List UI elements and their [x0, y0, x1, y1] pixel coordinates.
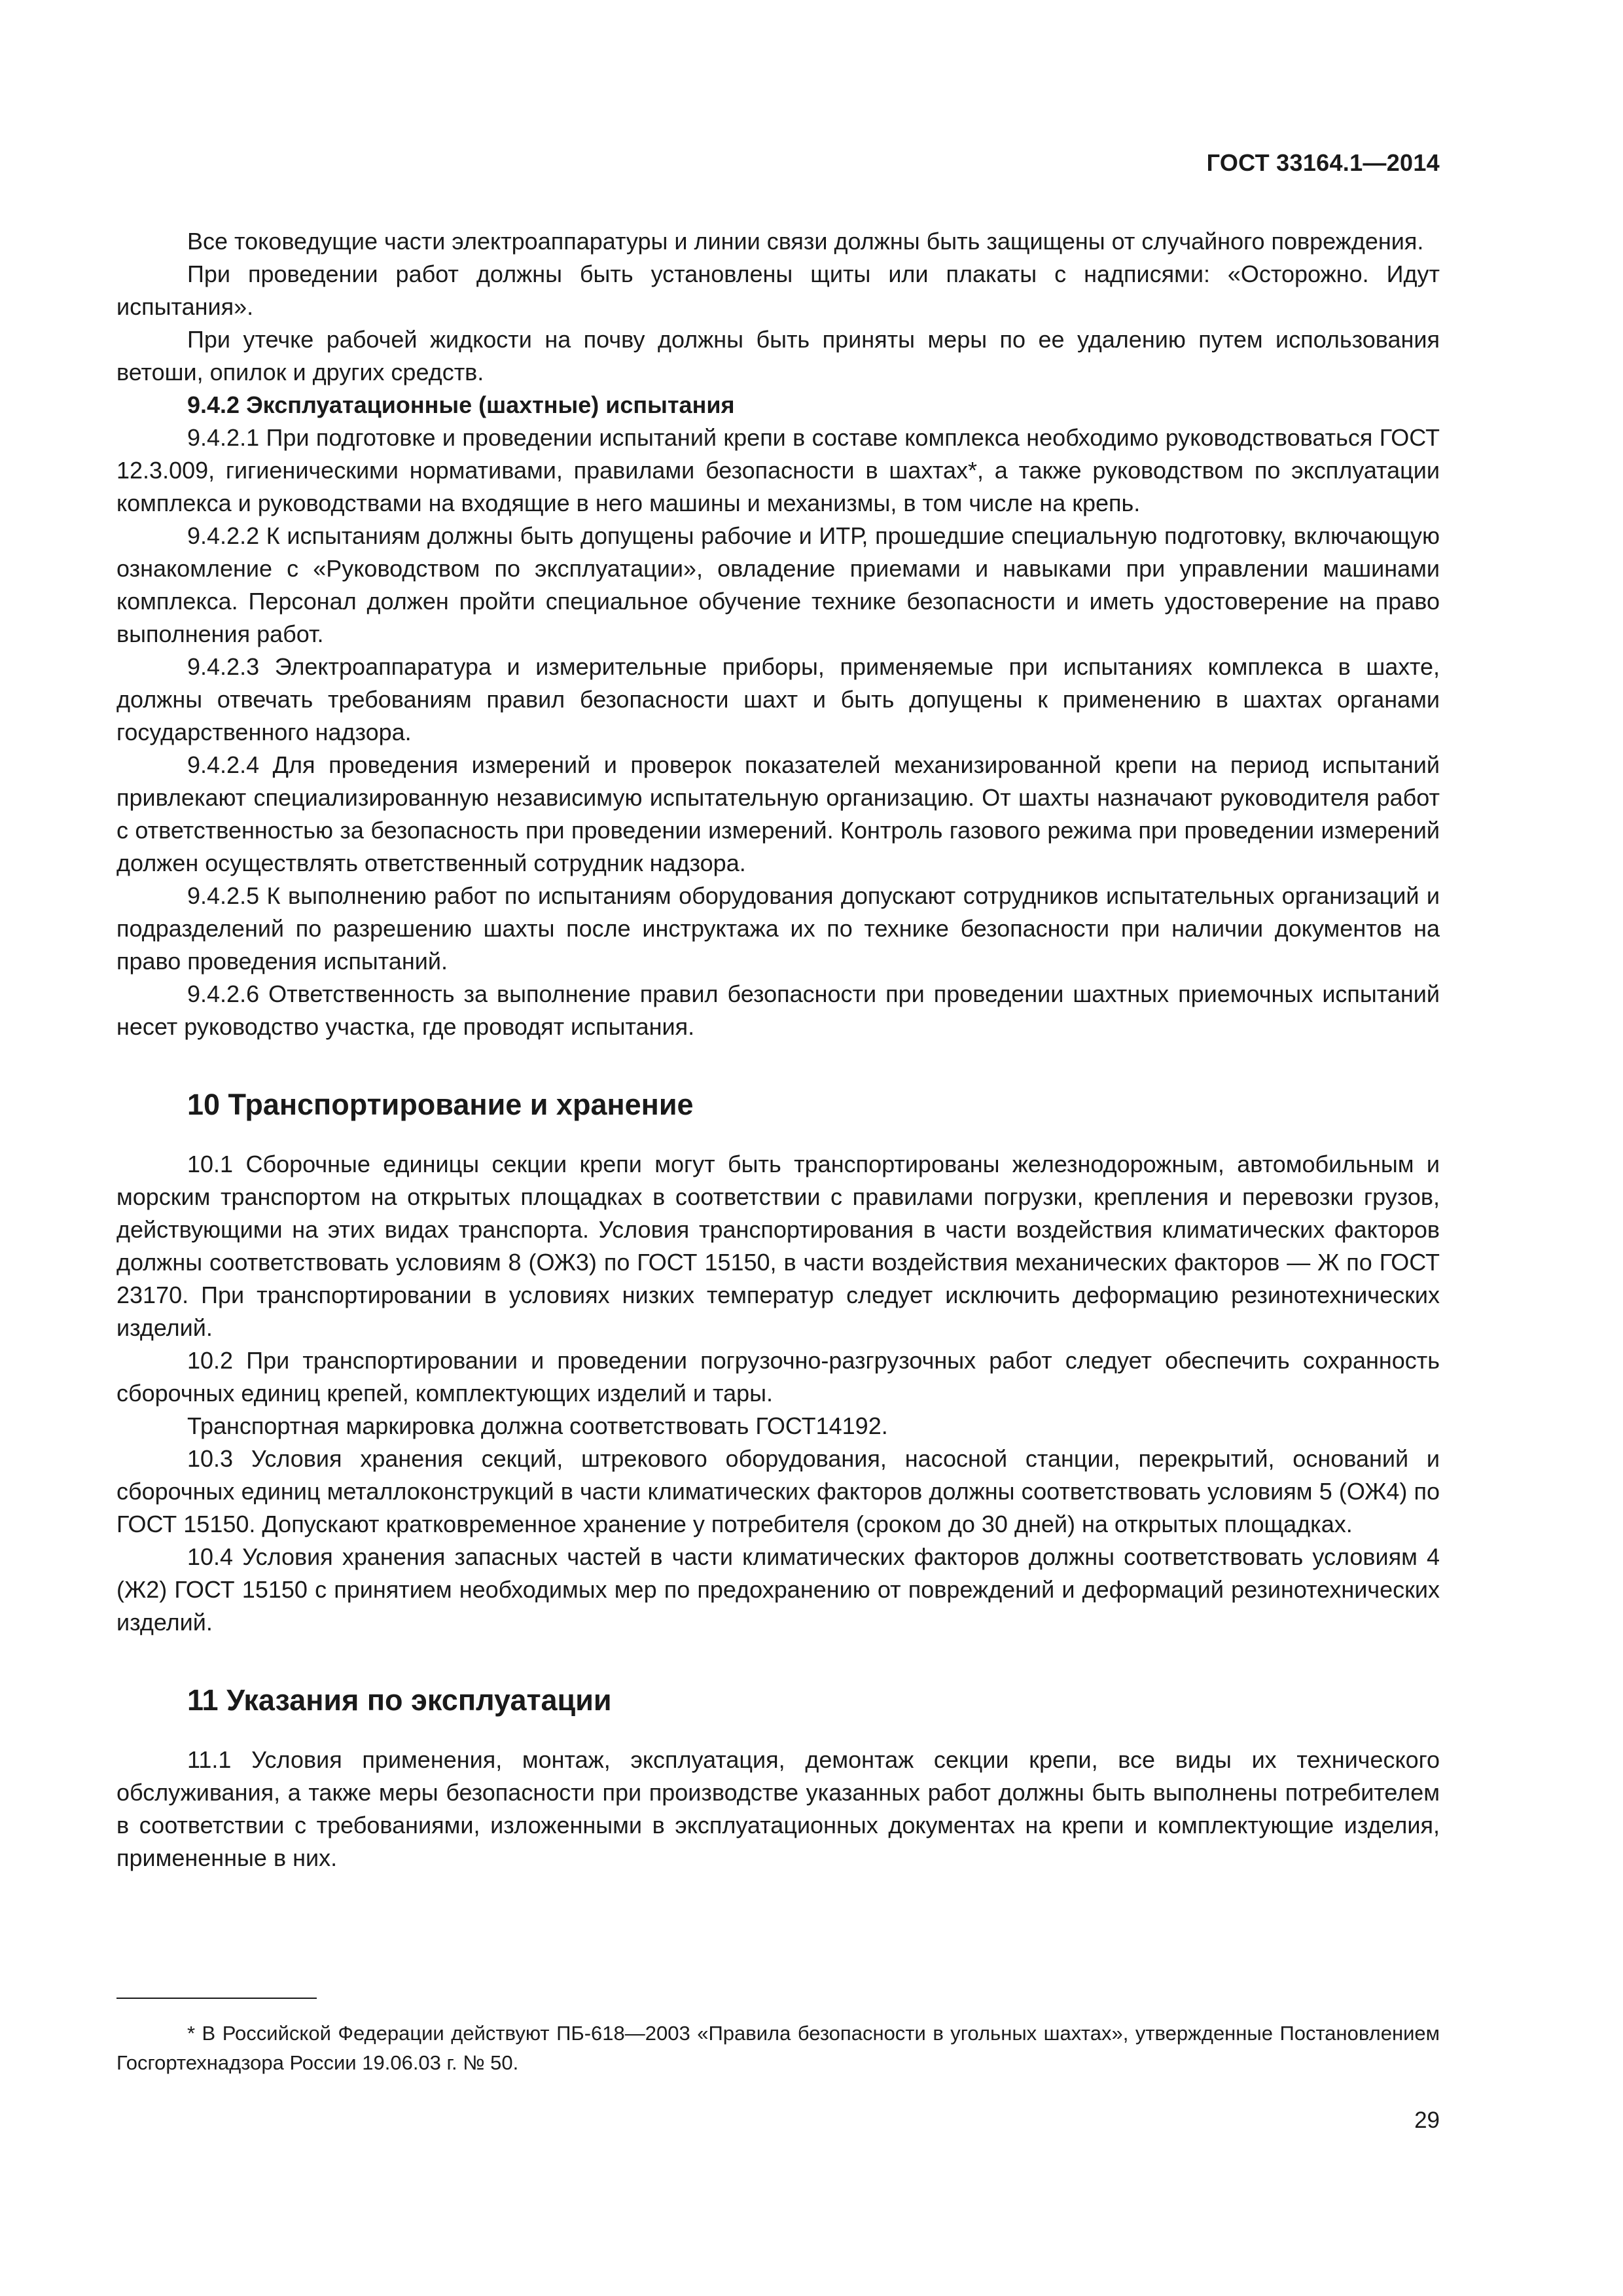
- clause-paragraph: 11.1 Условия применения, монтаж, эксплуатация, демонтаж секции крепи, все виды их технического обслуживания, а также меры безопасности при производстве указанных работ должны быть выполнены потребителем в соответствии с требованиями, изложенными в эксплуатационных документах на крепи и комплектующие изделия, примененные в них.: [116, 1746, 1440, 1871]
- paragraph: Все токоведущие части электроаппаратуры и линии связи должны быть защищены от случайного повреждения.: [187, 228, 1424, 255]
- document-page: [116, 0, 1440, 2296]
- document-body: [116, 225, 1440, 1874]
- clause-paragraph: Транспортная маркировка должна соответствовать ГОСТ14192.: [187, 1412, 888, 1439]
- clause-paragraph: 10.1 Сборочные единицы секции крепи могут быть транспортированы железнодорожным, автомобильным и морским транспортом на открытых площадках в соответствии с правилами погрузки, крепления и перевозки грузов, действующими на этих видах транспорта. Условия транспортирования в части воздействия климатических факторов должны соответствовать условиям 8 (ОЖ3) по ГОСТ 15150, в части воздействия механических факторов — Ж по ГОСТ 23170. При транспортировании в условиях низких температур следует исключить деформацию резинотехнических изделий.: [116, 1151, 1440, 1341]
- footnote: [116, 2018, 1440, 2077]
- paragraph: При утечке рабочей жидкости на почву должны быть приняты меры по ее удалению путем использования ветоши, опилок и других средств.: [116, 326, 1440, 386]
- section-heading: 10 Транспортирование и хранение: [187, 1088, 694, 1121]
- clause-paragraph: 10.2 При транспортировании и проведении погрузочно-разгрузочных работ следует обеспечить сохранность сборочных единиц крепей, комплектующих изделий и тары.: [116, 1347, 1440, 1407]
- page-number: 29: [1414, 2108, 1440, 2133]
- paragraph: При проведении работ должны быть установлены щиты или плакаты с надписями: «Осторожно. Идут испытания».: [116, 260, 1440, 320]
- section-heading: 11 Указания по эксплуатации: [187, 1683, 612, 1717]
- clause-paragraph: 10.3 Условия хранения секций, штрекового оборудования, насосной станции, перекрытий, оснований и сборочных единиц металлоконструкций в части климатических факторов должны соответствовать условиям 5 (ОЖ4) по ГОСТ 15150. Допускают кратковременное хранение у потребителя (сроком до 30 дней) на открытых площадках.: [116, 1445, 1440, 1537]
- subsection-title: 9.4.2 Эксплуатационные (шахтные) испытания: [187, 391, 735, 418]
- footnote-divider: [116, 1998, 317, 1999]
- clause-paragraph: 9.4.2.2 К испытаниям должны быть допущены рабочие и ИТР, прошедшие специальную подготовку, включающую ознакомление с «Руководством по эксплуатации», овладение приемами и навыками при управлении машинами комплекса. Персонал должен пройти специальное обучение технике безопасности и иметь удостоверение на право выполнения работ.: [116, 522, 1440, 647]
- document-header-code: ГОСТ 33164.1—2014: [1206, 149, 1440, 176]
- footnote-text: * В Российской Федерации действуют ПБ-618—2003 «Правила безопасности в угольных шахтах», утвержденные Постановлением Госгортехнадзора России 19.06.03 г. № 50.: [116, 2022, 1440, 2074]
- clause-paragraph: 9.4.2.4 Для проведения измерений и проверок показателей механизированной крепи на период испытаний привлекают специализированную независимую испытательную организацию. От шахты назначают руководителя работ с ответственностью за безопасность при проведении измерений. Контроль газового режима при проведении измерений должен осуществлять ответственный сотрудник надзора.: [116, 751, 1440, 876]
- clause-paragraph: 9.4.2.5 К выполнению работ по испытаниям оборудования допускают сотрудников испытательных организаций и подразделений по разрешению шахты после инструктажа их по технике безопасности при наличии документов на право проведения испытаний.: [116, 882, 1440, 975]
- clause-paragraph: 9.4.2.1 При подготовке и проведении испытаний крепи в составе комплекса необходимо руководствоваться ГОСТ 12.3.009, гигиеническими нормативами, правилами безопасности в шахтах*, а также руководством по эксплуатации комплекса и руководствами на входящие в него машины и механизмы, в том числе на крепь.: [116, 424, 1440, 516]
- clause-paragraph: 10.4 Условия хранения запасных частей в части климатических факторов должны соответствовать условиям 4 (Ж2) ГОСТ 15150 с принятием необходимых мер по предохранению от повреждений и деформаций резинотехнических изделий.: [116, 1543, 1440, 1636]
- clause-paragraph: 9.4.2.6 Ответственность за выполнение правил безопасности при проведении шахтных приемочных испытаний несет руководство участка, где проводят испытания.: [116, 980, 1440, 1040]
- clause-paragraph: 9.4.2.3 Электроаппаратура и измерительные приборы, применяемые при испытаниях комплекса в шахте, должны отвечать требованиям правил безопасности шахт и быть допущены к применению в шахтах органами государственного надзора.: [116, 653, 1440, 745]
